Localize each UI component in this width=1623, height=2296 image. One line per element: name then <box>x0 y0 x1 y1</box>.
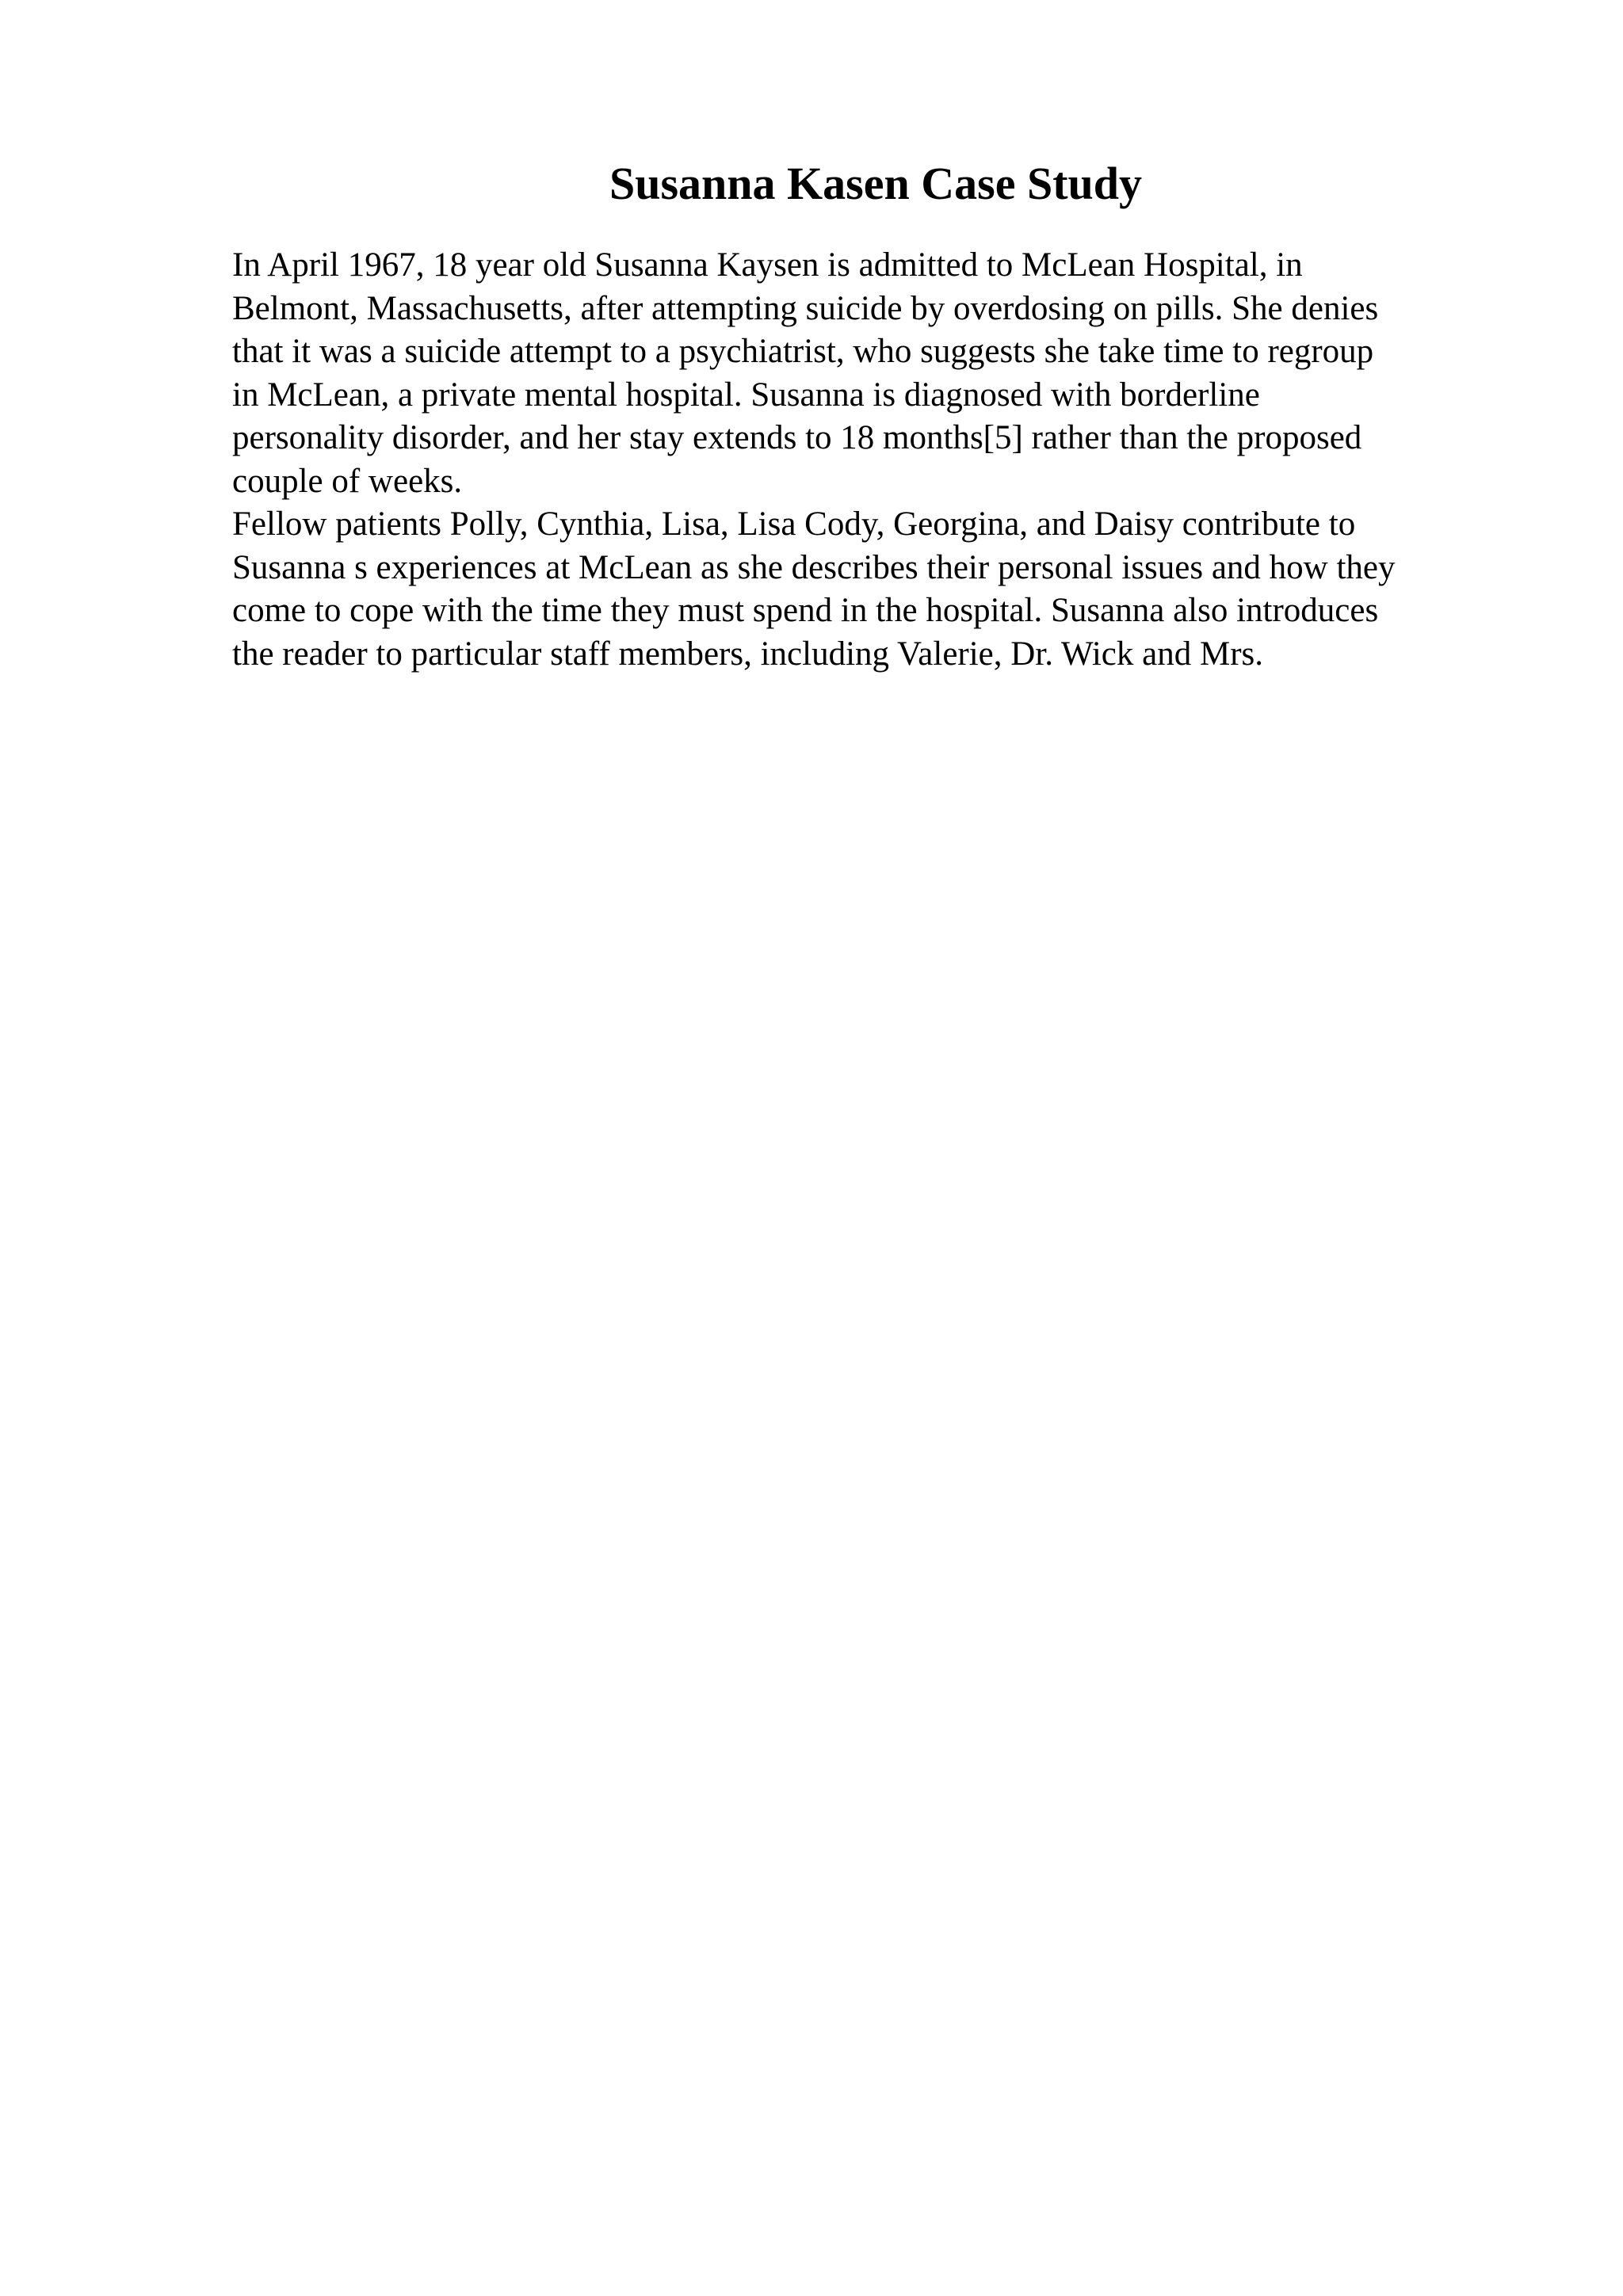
text-line: Belmont, Massachusetts, after attempting suicide by overdosing on pills. She denies <box>232 289 1379 327</box>
text-line: Fellow patients Polly, Cynthia, Lisa, Lisa Cody, Georgina, and Daisy contribute to <box>232 505 1356 543</box>
text-line: couple of weeks. <box>232 462 463 500</box>
document-body <box>232 244 1532 676</box>
text-line: come to cope with the time they must spend in the hospital. Susanna also introduces <box>232 592 1379 629</box>
document-title: Susanna Kasen Case Study <box>609 158 1143 209</box>
text-line: personality disorder, and her stay extends to 18 months[5] rather than the proposed <box>232 419 1362 456</box>
text-line: In April 1967, 18 year old Susanna Kaysen is admitted to McLean Hospital, in <box>232 246 1303 284</box>
text-line: in McLean, a private mental hospital. Susanna is diagnosed with borderline <box>232 376 1260 414</box>
text-line: the reader to particular staff members, including Valerie, Dr. Wick and Mrs. <box>232 635 1264 673</box>
text-line: that it was a suicide attempt to a psychiatrist, who suggests she take time to regroup <box>232 333 1374 370</box>
text-line: Susanna s experiences at McLean as she describes their personal issues and how they <box>232 548 1396 586</box>
